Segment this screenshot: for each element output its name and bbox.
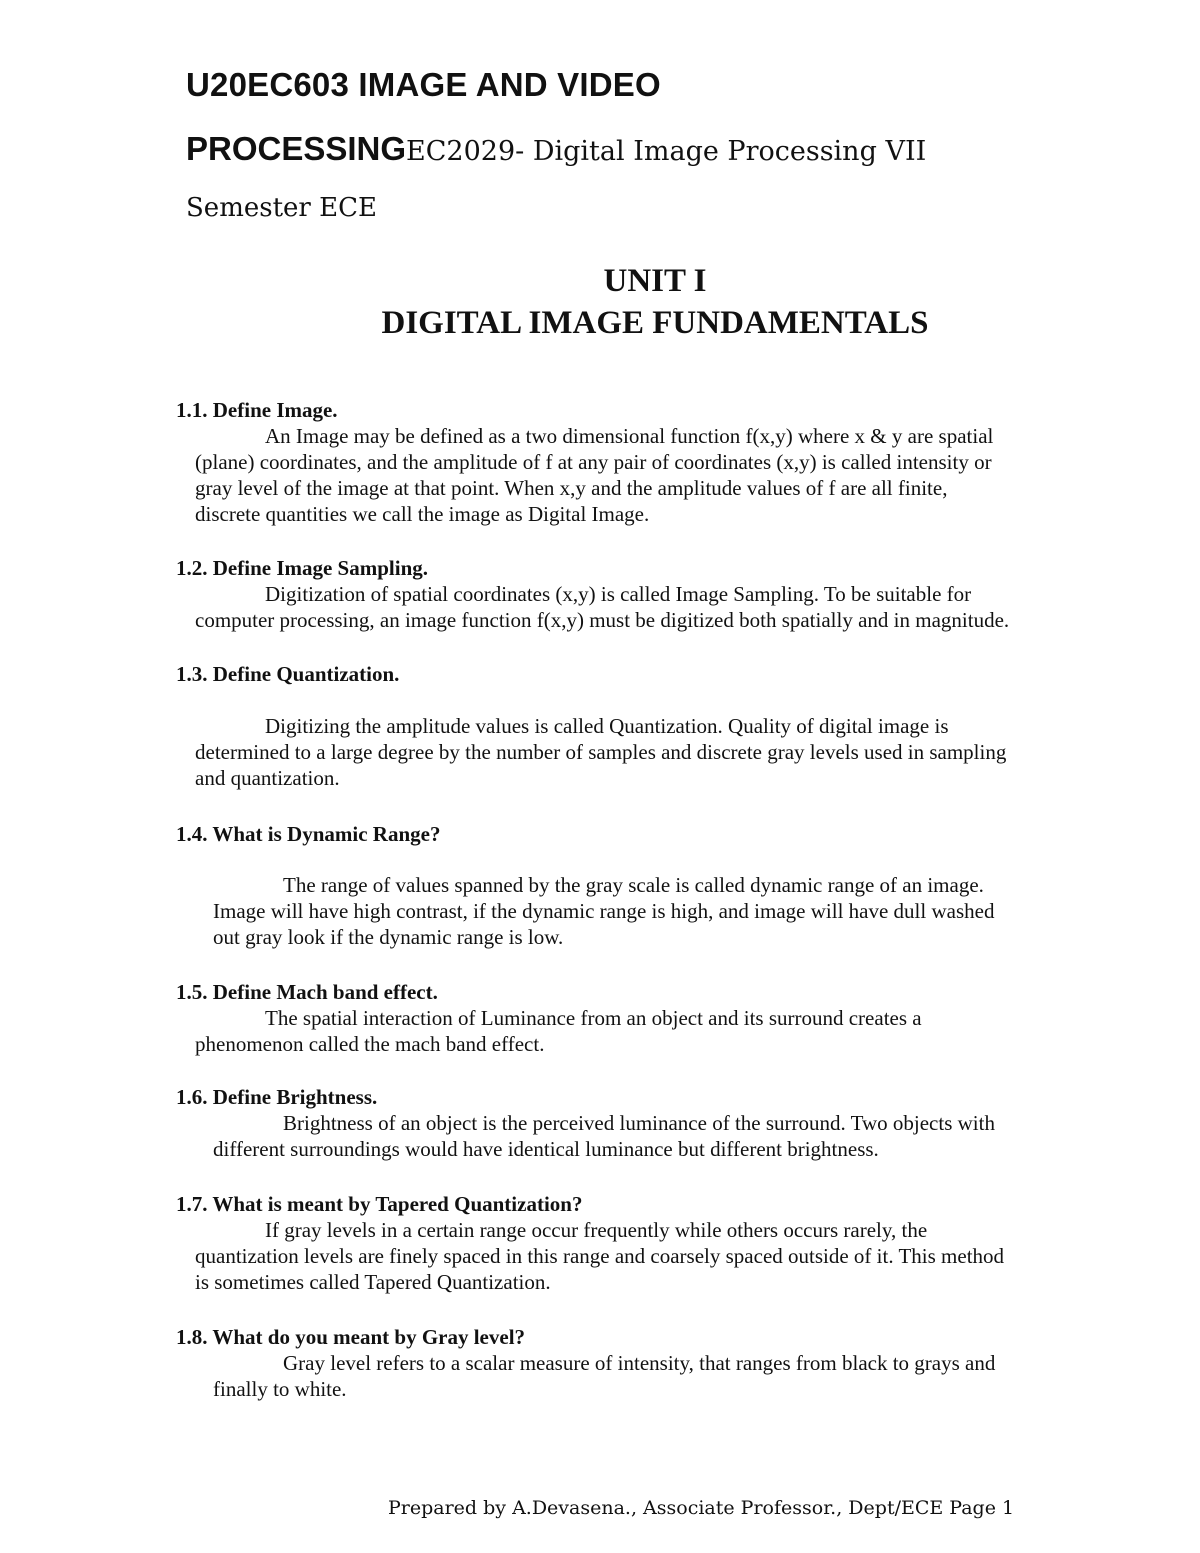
body-line: discrete quantities we call the image as Digital Image. — [195, 502, 650, 526]
body-line: out gray look if the dynamic range is low. — [213, 925, 564, 949]
section-heading: 1.8. What do you meant by Gray level? — [176, 1325, 526, 1349]
section-heading: 1.7. What is meant by Tapered Quantization? — [176, 1192, 583, 1216]
body-line: computer processing, an image function f(x,y) must be digitized both spatially and in magnitude. — [195, 608, 1010, 632]
body-line: An Image may be defined as a two dimensional function f(x,y) where x & y are spatial — [265, 424, 994, 448]
section-body — [195, 581, 1117, 633]
section-heading: 1.6. Define Brightness. — [176, 1085, 378, 1109]
body-line: Digitizing the amplitude values is called Quantization. Quality of digital image is — [265, 714, 949, 738]
body-line: is sometimes called Tapered Quantization. — [195, 1270, 551, 1294]
section-heading: 1.3. Define Quantization. — [176, 662, 400, 686]
course-code-title: U20EC603 IMAGE AND VIDEO — [186, 66, 661, 103]
section-body — [195, 423, 1117, 527]
body-line: Gray level refers to a scalar measure of intensity, that ranges from black to grays and — [283, 1351, 996, 1375]
section-body — [195, 1217, 1117, 1295]
course-title-line — [186, 130, 926, 168]
body-line: The range of values spanned by the gray scale is called dynamic range of an image. — [283, 873, 984, 897]
section-body — [213, 1110, 1117, 1162]
section-heading: 1.4. What is Dynamic Range? — [176, 822, 441, 846]
section-heading: 1.2. Define Image Sampling. — [176, 556, 428, 580]
section-heading: 1.5. Define Mach band effect. — [176, 980, 438, 1004]
section-body — [195, 1005, 1117, 1057]
body-line: different surroundings would have identical luminance but different brightness. — [213, 1137, 879, 1161]
section-heading: 1.1. Define Image. — [176, 398, 338, 422]
body-line: The spatial interaction of Luminance from an object and its surround creates a — [265, 1006, 922, 1030]
body-line: Brightness of an object is the perceived luminance of the surround. Two objects with — [283, 1111, 995, 1135]
body-line: determined to a large degree by the number of samples and discrete gray levels used in sampling — [195, 740, 1007, 764]
unit-title: UNIT I — [603, 263, 707, 299]
course-word: PROCESSING — [186, 130, 407, 167]
page-footer: Prepared by A.Devasena., Associate Professor., Dept/ECE Page 1 — [388, 1497, 1015, 1519]
unit-subtitle: DIGITAL IMAGE FUNDAMENTALS — [381, 305, 929, 341]
semester-label: Semester ECE — [186, 193, 377, 223]
section-body — [195, 713, 1117, 791]
body-line: quantization levels are finely spaced in this range and coarsely spaced outside of it. This method — [195, 1244, 1005, 1268]
body-line: and quantization. — [195, 766, 340, 790]
body-line: (plane) coordinates, and the amplitude of f at any pair of coordinates (x,y) is called intensity or — [195, 450, 992, 474]
body-line: Image will have high contrast, if the dynamic range is high, and image will have dull washed — [213, 899, 995, 923]
subject-title: EC2029- Digital Image Processing VII — [406, 136, 927, 167]
body-line: phenomenon called the mach band effect. — [195, 1032, 545, 1056]
section-body — [213, 1350, 1117, 1402]
body-line: gray level of the image at that point. When x,y and the amplitude values of f are all finite, — [195, 476, 948, 500]
body-line: Digitization of spatial coordinates (x,y) is called Image Sampling. To be suitable for — [265, 582, 972, 606]
body-line: finally to white. — [213, 1377, 347, 1401]
section-body — [213, 872, 1117, 950]
body-line: If gray levels in a certain range occur frequently while others occurs rarely, the — [265, 1218, 928, 1242]
